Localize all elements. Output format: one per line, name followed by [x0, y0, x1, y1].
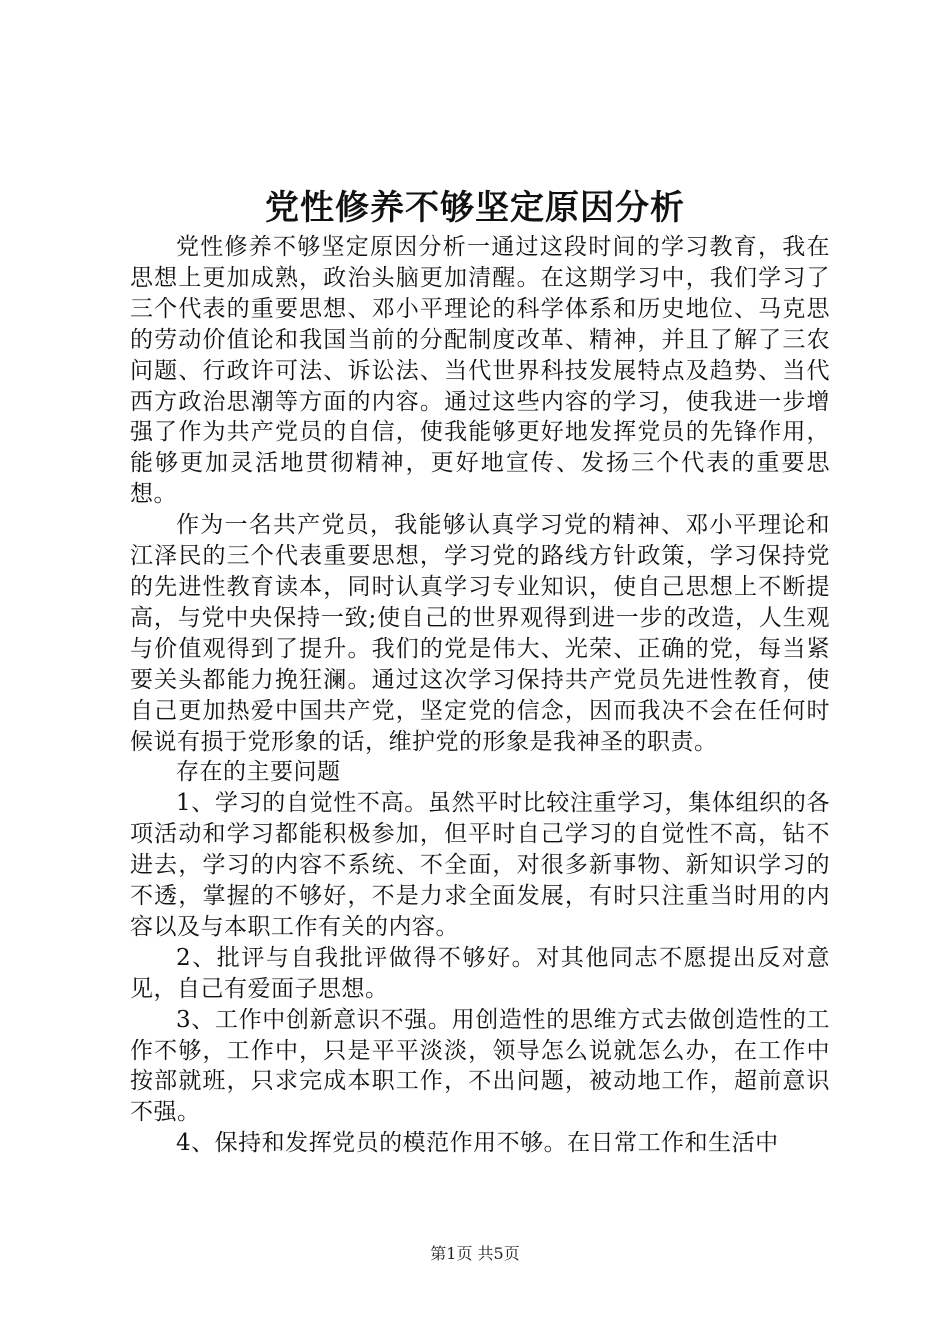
paragraph-problem-4: 4、保持和发挥党员的模范作用不够。在日常工作和生活中	[176, 1130, 779, 1157]
paragraph-party-member: 作为一名共产党员，我能够认真学习党的精神、邓小平理论和江泽民的三个代表重要思想，学习党的路线方针政策，学习保持党的先进性教育读本，同时认真学习专业知识，使自己思想上不断提高，与党中央保持一致;使自己的世界观得到进一步的改造，人生观与价值观得到了提升。我们的党是伟大、光荣、正确的党，每当紧要关头都能力挽狂澜。通过这次学习保持共产党员先进性教育，使自己更加热爱中国共产党，坚定党的信念，因而我决不会在任何时候说有损于党形象的话，维护党的形象是我神圣的职责。	[130, 512, 830, 755]
section-heading-problems: 存在的主要问题	[176, 759, 341, 786]
paragraph-intro: 党性修养不够坚定原因分析一通过这段时间的学习教育，我在思想上更加成熟，政治头脑更加清醒。在这期学习中，我们学习了三个代表的重要思想、邓小平理论的科学体系和历史地位、马克思的劳动价值论和我国当前的分配制度改革、精神，并且了解了三农问题、行政许可法、诉讼法、当代世界科技发展特点及趋势、当代西方政治思潮等方面的内容。通过这些内容的学习，使我进一步增强了作为共产党员的自信，使我能够更好地发挥党员的先锋作用，能够更加灵活地贯彻精神，更好地宣传、发扬三个代表的重要思想。	[130, 234, 830, 508]
paragraph-problem-1: 1、学习的自觉性不高。虽然平时比较注重学习，集体组织的各项活动和学习都能积极参加，但平时自己学习的自觉性不高，钻不进去，学习的内容不系统、不全面，对很多新事物、新知识学习的不透，掌握的不够好，不是力求全面发展，有时只注重当时用的内容以及与本职工作有关的内容。	[130, 790, 830, 940]
page-footer: 第1页 共5页	[430, 1244, 520, 1263]
document-title: 党性修养不够坚定原因分析	[265, 188, 685, 228]
paragraph-problem-2: 2、批评与自我批评做得不够好。对其他同志不愿提出反对意见，自己有爱面子思想。	[130, 944, 830, 1002]
paragraph-problem-3: 3、工作中创新意识不强。用创造性的思维方式去做创造性的工作不够，工作中，只是平平淡淡，领导怎么说就怎么办，在工作中按部就班，只求完成本职工作，不出问题，被动地工作，超前意识不强。	[130, 1006, 830, 1126]
document-body	[130, 232, 830, 1159]
